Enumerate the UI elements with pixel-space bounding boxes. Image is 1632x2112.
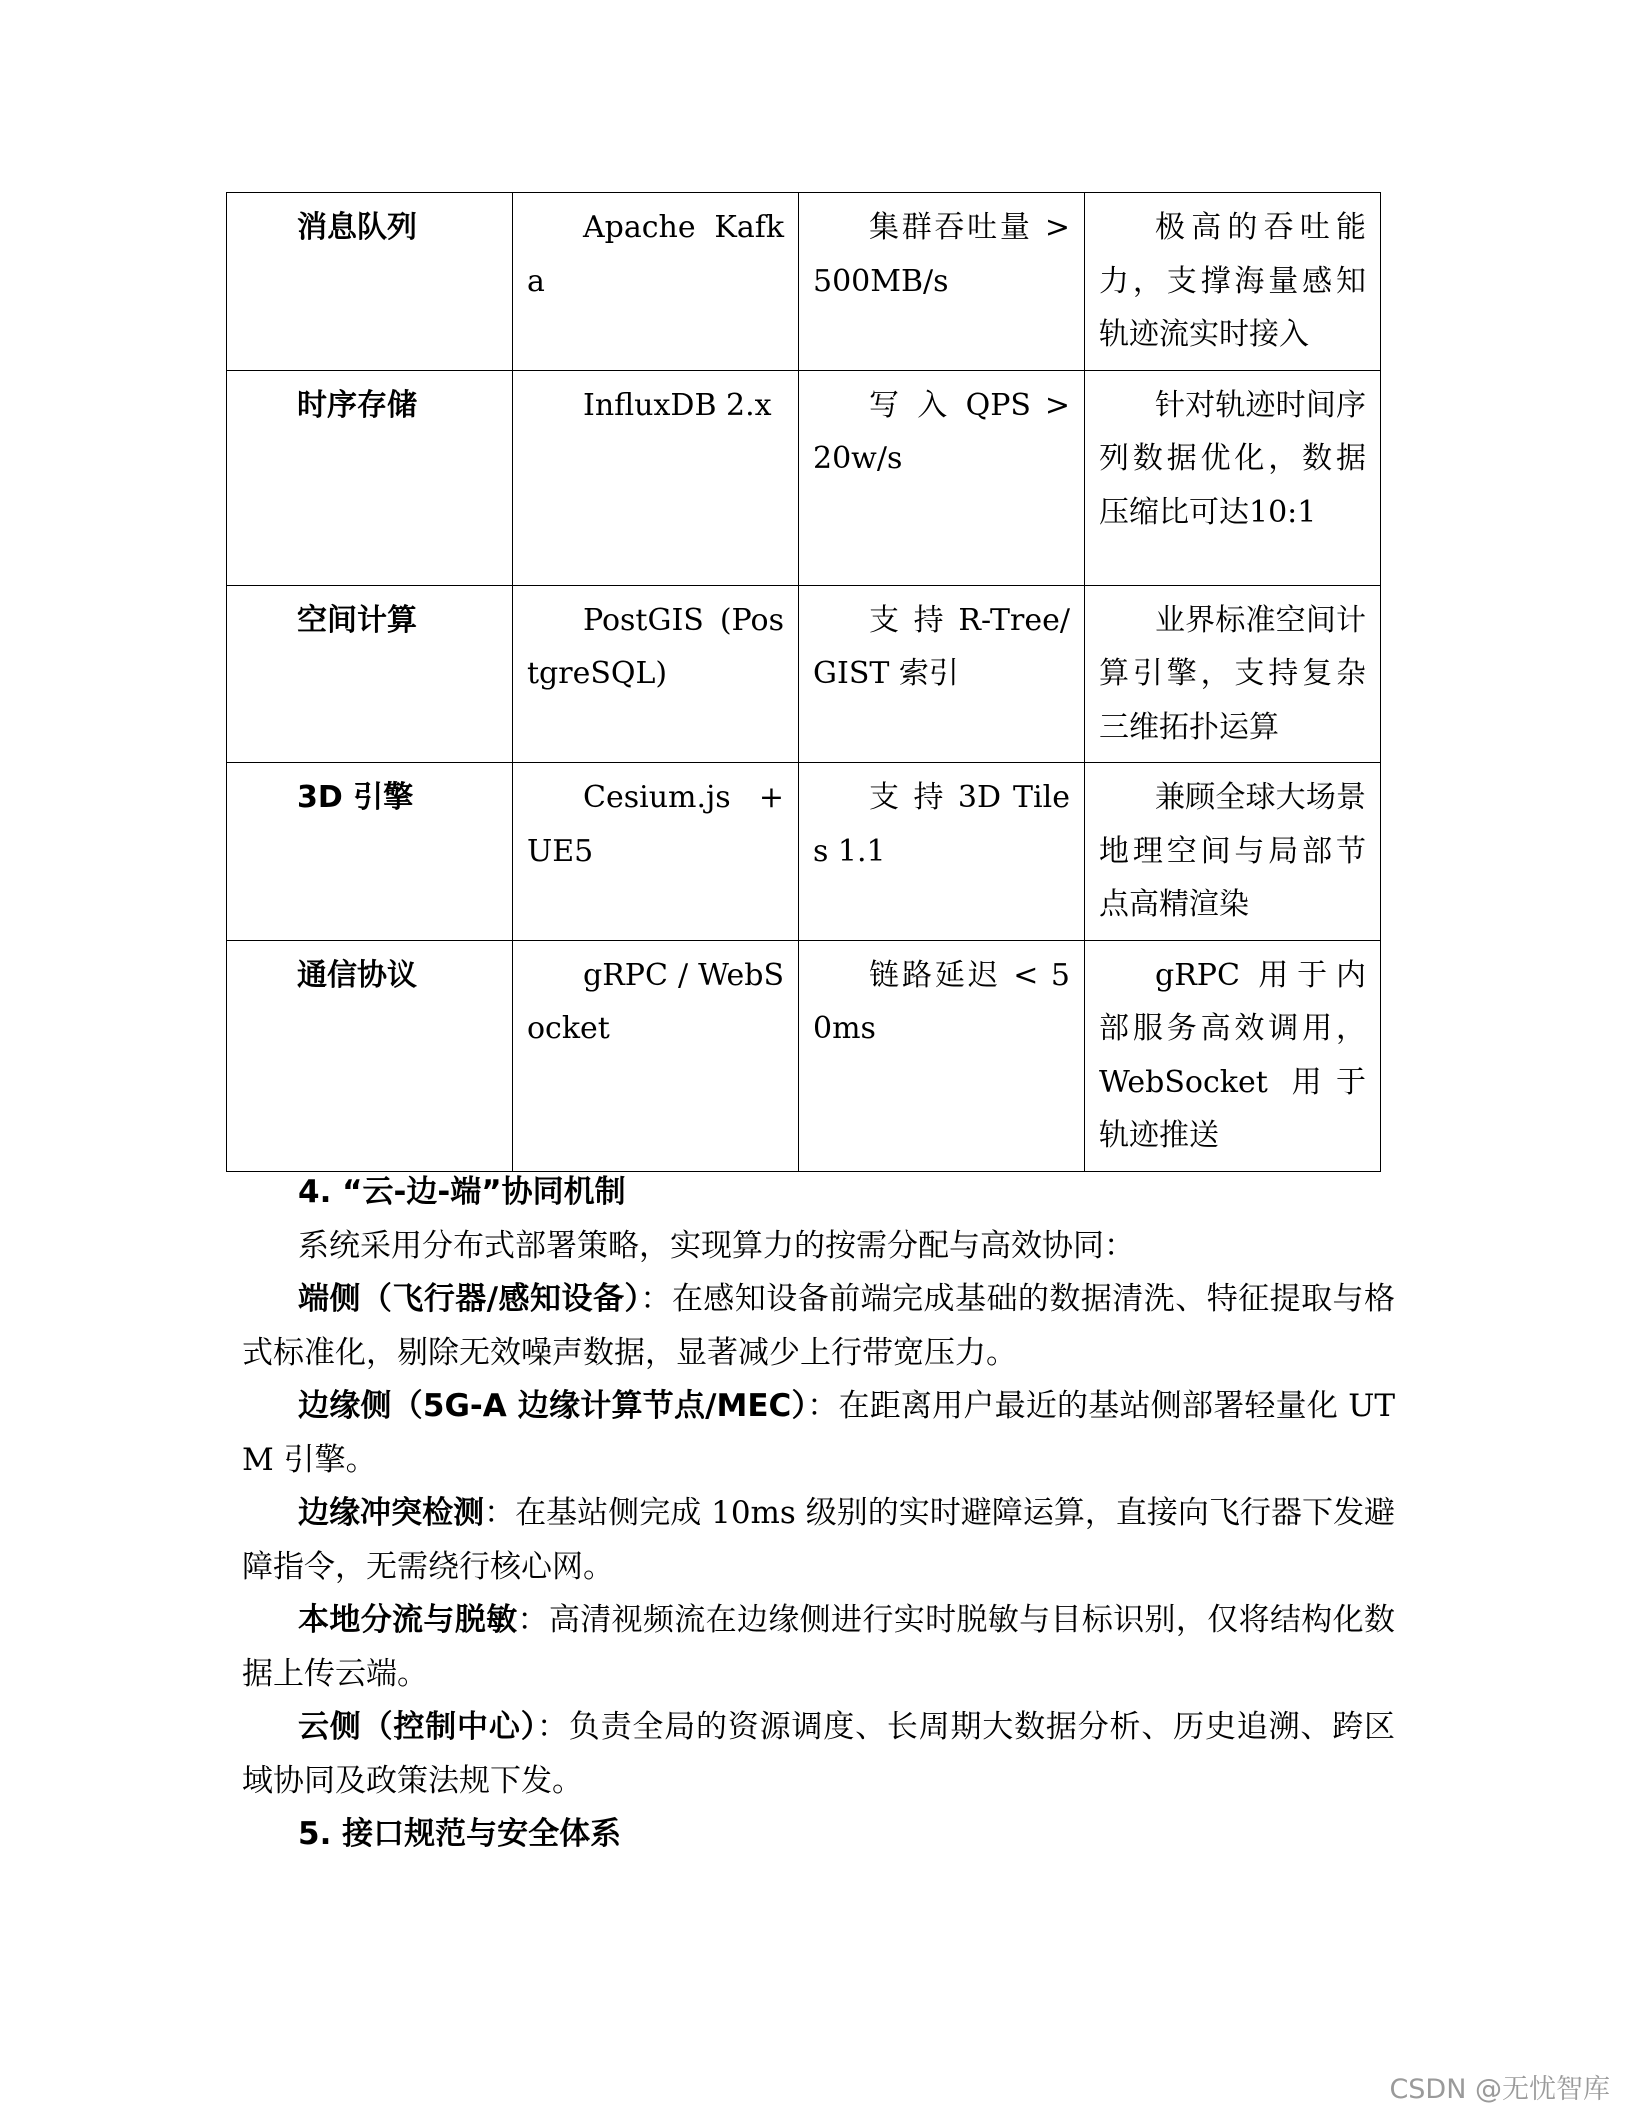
table-cell-tech — [513, 763, 799, 941]
table-cell-metric — [799, 193, 1085, 371]
paragraph-label: 端侧（飞行器/感知设备） — [298, 1281, 641, 1317]
paragraph-edge-conflict-detection — [242, 1487, 1395, 1594]
section-4-intro: 系统采用分布式部署策略，实现算力的按需分配与高效协同： — [298, 1227, 1135, 1264]
metric-text: 写 入 QPS > 20w/s — [813, 387, 1070, 476]
body-text — [242, 1166, 1395, 1862]
paragraph-label: 边缘冲突检测 — [298, 1495, 485, 1531]
tech-text: Cesium.js + UE5 — [527, 780, 784, 869]
metric-text: 支 持 R-Tree/GIST 索引 — [813, 602, 1070, 691]
table-cell-note — [1085, 763, 1381, 941]
table-cell-category: 通信协议 — [227, 940, 513, 1171]
table-cell-tech — [513, 585, 799, 763]
table-cell-note — [1085, 940, 1381, 1171]
table-cell-note — [1085, 193, 1381, 371]
paragraph-label: 本地分流与脱敏 — [298, 1602, 518, 1638]
table-row — [227, 585, 1381, 763]
paragraph-local-offload — [242, 1594, 1395, 1701]
table-row — [227, 763, 1381, 941]
section-4-heading: 4. “云-边-端”协同机制 — [298, 1174, 626, 1210]
paragraph-text: ：在基站侧完成 10ms 级别的实时避障运算，直接向飞行器下发避障指令，无需绕行核心网。 — [242, 1495, 1395, 1585]
table-cell-note — [1085, 370, 1381, 585]
paragraph-text: ：高清视频流在边缘侧进行实时脱敏与目标识别，仅将结构化数据上传云端。 — [242, 1602, 1396, 1692]
table-cell-tech — [513, 193, 799, 371]
table-cell-category: 消息队列 — [227, 193, 513, 371]
table-cell-tech — [513, 370, 799, 585]
tech-text: Apache Kafka — [527, 210, 784, 299]
metric-text: 链路延迟 < 50ms — [813, 957, 1070, 1046]
table-cell-metric — [799, 940, 1085, 1171]
metric-text: 集群吞吐量 > 500MB/s — [813, 210, 1070, 299]
table-cell-tech — [513, 940, 799, 1171]
paragraph-label: 边缘侧（5G-A 边缘计算节点/MEC） — [298, 1388, 808, 1424]
table-cell-category: 时序存储 — [227, 370, 513, 585]
table-cell-metric — [799, 370, 1085, 585]
table-cell-category: 空间计算 — [227, 585, 513, 763]
paragraph-text: ：负责全局的资源调度、长周期大数据分析、历史追溯、跨区域协同及政策法规下发。 — [242, 1709, 1396, 1799]
tech-text: InfluxDB 2.x — [583, 387, 772, 423]
table-cell-category: 3D 引擎 — [227, 763, 513, 941]
metric-text: 支 持 3D Tiles 1.1 — [813, 780, 1070, 869]
tech-text: gRPC / WebSocket — [527, 957, 784, 1046]
paragraph-text: ：在感知设备前端完成基础的数据清洗、特征提取与格式标准化，剔除无效噪声数据，显著减少上行带宽压力。 — [242, 1281, 1395, 1371]
paragraph-text: ：在距离用户最近的基站侧部署轻量化 UTM 引擎。 — [242, 1388, 1395, 1478]
watermark: CSDN @无忧智库 — [1389, 2074, 1610, 2105]
table-cell-note — [1085, 585, 1381, 763]
note-text: 针对轨迹时间序列数据优化，数据压缩比可达10:1 — [1099, 387, 1366, 530]
paragraph-cloud-side — [242, 1701, 1395, 1808]
note-text: gRPC 用于内部服务高效调用，WebSocket 用于轨迹推送 — [1099, 957, 1366, 1153]
paragraph-label: 云侧（控制中心） — [298, 1709, 537, 1745]
table-cell-metric — [799, 585, 1085, 763]
note-text: 兼顾全球大场景地理空间与局部节点高精渲染 — [1099, 780, 1366, 922]
table-row — [227, 940, 1381, 1171]
section-5-heading: 5. 接口规范与安全体系 — [298, 1816, 622, 1852]
note-text: 极高的吞吐能力，支撑海量感知轨迹流实时接入 — [1099, 210, 1366, 352]
table-row — [227, 193, 1381, 371]
paragraph-endpoint-side — [242, 1273, 1395, 1380]
table-row — [227, 370, 1381, 585]
note-text: 业界标准空间计算引擎，支持复杂三维拓扑运算 — [1099, 602, 1366, 745]
tech-text: PostGIS (PostgreSQL) — [527, 602, 784, 691]
tech-stack-table — [226, 192, 1381, 1172]
paragraph-edge-side — [242, 1380, 1395, 1487]
table-cell-metric — [799, 763, 1085, 941]
